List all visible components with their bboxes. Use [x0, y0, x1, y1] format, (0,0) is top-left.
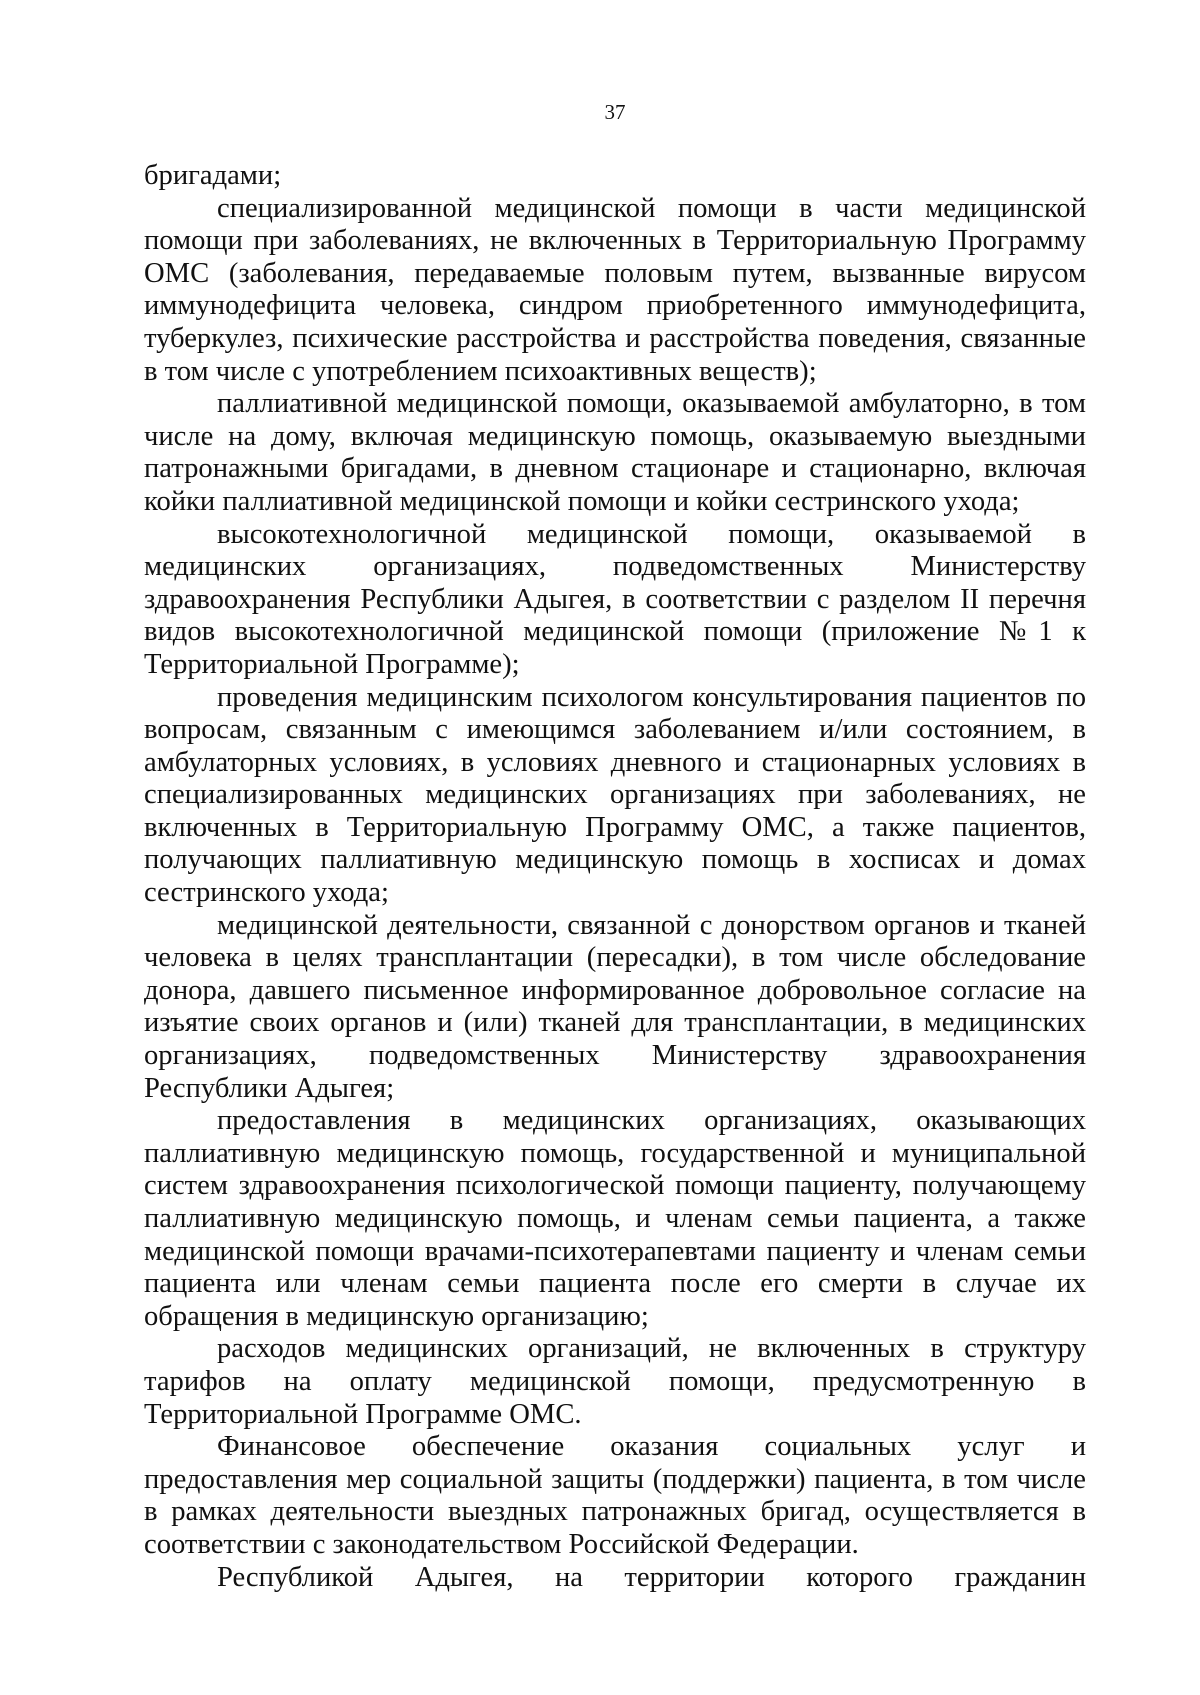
paragraph-high-tech-care: высокотехнологичной медицинской помощи, оказываемой в медицинских организациях, подведомственных Министерству здравоохранения Республики Адыгея, в соответствии с разделом II перечня видов высокотехнологичной медицинской помощи (приложение №1 к Территориальной Программе);: [144, 518, 1086, 680]
paragraph-palliative-care: паллиативной медицинской помощи, оказываемой амбулаторно, в том числе на дому, включая медицинскую помощь, оказываемую выездными патронажными бригадами, в дневном стационаре и стационарно, включая койки паллиативной медицинской помощи и койки сестринского ухода;: [144, 388, 1086, 517]
page-number: 37: [604, 100, 626, 124]
paragraph-continuation: бригадами;: [144, 160, 282, 191]
paragraph-psychological-help: предоставления в медицинских организациях, оказывающих паллиативную медицинскую помощь, государственной и муниципальной систем здравоохранения психологической помощи пациенту, получающему паллиативную медицинскую помощь, и членам семьи пациента, а также медицинской помощи врачами-психотерапевтами пациенту и членам семьи пациента или членам семьи пациента после его смерти в случае их обращения в медицинскую организацию;: [144, 1105, 1086, 1332]
paragraph-social-services-funding: Финансовое обеспечение оказания социальных услуг и предоставления мер социальной защиты (поддержки) пациента, в том числе в рамках деятельности выездных патронажных бригад, осуществляется в соответствии с законодательством Российской Федерации.: [144, 1431, 1086, 1560]
paragraph-specialized-care: специализированной медицинской помощи в части медицинской помощи при заболеваниях, не включенных в Территориальную Программу ОМС (заболевания, передаваемые половым путем, вызванные вирусом иммунодефицита человека, синдром приобретенного иммунодефицита, туберкулез, психические расстройства и расстройства поведения, связанные в том числе с употреблением психоактивных веществ);: [144, 192, 1086, 387]
paragraph-psychologist-consulting: проведения медицинским психологом консультирования пациентов по вопросам, связанным с имеющимся заболеванием и/или состоянием, в амбулаторных условиях, в условиях дневного и стационарных условиях в специализированных медицинских организациях при заболеваниях, не включенных в Территориальную Программу ОМС, а также пациентов, получающих паллиативную медицинскую помощь в хосписах и домах сестринского ухода;: [144, 681, 1086, 909]
paragraph-republic-adygea: Республикой Адыгея, на территории которого гражданин: [217, 1561, 1086, 1593]
paragraph-organ-donation: медицинской деятельности, связанной с донорством органов и тканей человека в целях трансплантации (пересадки), в том числе обследование донора, давшего письменное информированное добровольное согласие на изъятие своих органов и (или) тканей для трансплантации, в медицинских организациях, подведомственных Министерству здравоохранения Республики Адыгея;: [144, 909, 1086, 1104]
document-body: [144, 160, 1086, 1594]
paragraph-organization-expenses: расходов медицинских организаций, не включенных в структуру тарифов на оплату медицинской помощи, предусмотренную в Территориальной Программе ОМС.: [144, 1333, 1086, 1430]
